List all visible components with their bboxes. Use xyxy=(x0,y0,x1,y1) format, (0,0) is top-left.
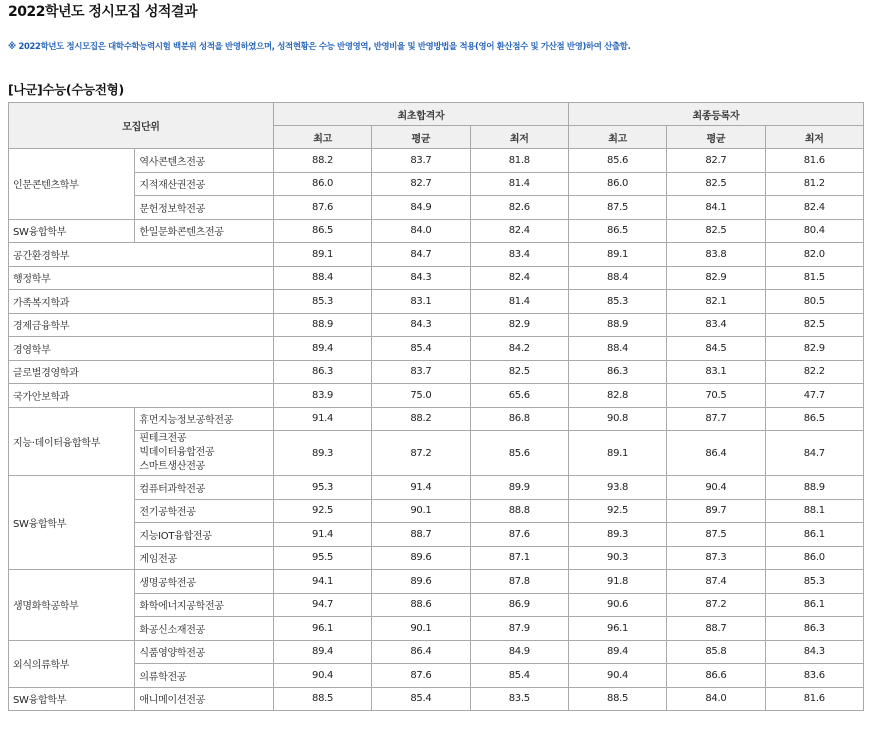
score-cell: 95.5 xyxy=(273,546,371,570)
table-row xyxy=(9,172,864,196)
score-cell: 83.7 xyxy=(372,360,470,384)
score-cell: 86.0 xyxy=(765,546,863,570)
score-cell: 92.5 xyxy=(568,499,666,523)
score-cell: 88.4 xyxy=(568,266,666,290)
score-cell: 83.5 xyxy=(470,687,568,711)
score-cell: 89.6 xyxy=(372,570,470,594)
score-cell: 90.4 xyxy=(667,476,765,500)
initial-pass-header: 최초합격자 xyxy=(273,103,568,126)
score-cell: 85.3 xyxy=(568,290,666,314)
table-row xyxy=(9,523,864,547)
score-cell: 88.9 xyxy=(273,313,371,337)
score-cell: 85.6 xyxy=(568,149,666,173)
score-cell: 82.5 xyxy=(765,313,863,337)
score-cell: 86.4 xyxy=(667,431,765,476)
major-cell: 화학에너지공학전공 xyxy=(135,593,273,617)
score-cell: 88.4 xyxy=(273,266,371,290)
score-cell: 86.5 xyxy=(568,219,666,243)
unit-cell: 경영학부 xyxy=(9,337,274,361)
score-cell: 80.5 xyxy=(765,290,863,314)
score-cell: 87.6 xyxy=(470,523,568,547)
score-cell: 82.4 xyxy=(470,219,568,243)
score-cell: 87.6 xyxy=(372,664,470,688)
unit-cell: 외식의류학부 xyxy=(9,640,135,687)
major-cell: 게임전공 xyxy=(135,546,273,570)
score-cell: 89.9 xyxy=(470,476,568,500)
score-cell: 90.3 xyxy=(568,546,666,570)
table-row xyxy=(9,431,864,476)
unit-cell: 가족복지학과 xyxy=(9,290,274,314)
score-cell: 84.0 xyxy=(667,687,765,711)
unit-cell: 글로벌경영학과 xyxy=(9,360,274,384)
score-cell: 84.3 xyxy=(372,313,470,337)
major-cell: 역사콘텐츠전공 xyxy=(135,149,273,173)
score-cell: 89.1 xyxy=(273,243,371,267)
table-row xyxy=(9,687,864,711)
final-enroll-header: 최종등록자 xyxy=(568,103,863,126)
score-cell: 88.5 xyxy=(273,687,371,711)
major-cell: 생명공학전공 xyxy=(135,570,273,594)
score-cell: 86.4 xyxy=(372,640,470,664)
score-cell: 87.9 xyxy=(470,617,568,641)
major-cell: 휴먼지능정보공학전공 xyxy=(135,407,273,431)
score-cell: 83.6 xyxy=(765,664,863,688)
sub-header-min: 최저 xyxy=(470,126,568,149)
score-cell: 84.3 xyxy=(372,266,470,290)
score-cell: 86.5 xyxy=(273,219,371,243)
sub-header-avg: 평균 xyxy=(667,126,765,149)
table-row xyxy=(9,407,864,431)
major-cell: 지적재산권전공 xyxy=(135,172,273,196)
table-row xyxy=(9,593,864,617)
score-cell: 82.7 xyxy=(372,172,470,196)
score-cell: 89.3 xyxy=(568,523,666,547)
score-cell: 93.8 xyxy=(568,476,666,500)
score-cell: 86.8 xyxy=(470,407,568,431)
score-cell: 83.7 xyxy=(372,149,470,173)
unit-cell: SW융합학부 xyxy=(9,476,135,570)
unit-cell: 행정학부 xyxy=(9,266,274,290)
score-cell: 89.4 xyxy=(273,640,371,664)
score-cell: 81.6 xyxy=(765,149,863,173)
score-cell: 84.7 xyxy=(765,431,863,476)
sub-header-max: 최고 xyxy=(568,126,666,149)
score-cell: 91.8 xyxy=(568,570,666,594)
unit-cell: 공간환경학부 xyxy=(9,243,274,267)
score-cell: 82.9 xyxy=(765,337,863,361)
table-row xyxy=(9,476,864,500)
score-cell: 81.2 xyxy=(765,172,863,196)
major-cell: 전기공학전공 xyxy=(135,499,273,523)
sub-header-avg: 평균 xyxy=(372,126,470,149)
score-cell: 91.4 xyxy=(273,407,371,431)
score-cell: 84.2 xyxy=(470,337,568,361)
score-cell: 90.4 xyxy=(568,664,666,688)
score-cell: 85.4 xyxy=(372,337,470,361)
score-cell: 81.4 xyxy=(470,290,568,314)
table-row xyxy=(9,384,864,408)
score-cell: 89.1 xyxy=(568,431,666,476)
score-cell: 87.8 xyxy=(470,570,568,594)
score-cell: 85.3 xyxy=(765,570,863,594)
score-cell: 88.7 xyxy=(667,617,765,641)
table-row xyxy=(9,570,864,594)
major-cell: 지능IOT융합전공 xyxy=(135,523,273,547)
score-cell: 84.5 xyxy=(667,337,765,361)
score-cell: 88.9 xyxy=(568,313,666,337)
score-cell: 81.6 xyxy=(765,687,863,711)
score-cell: 87.3 xyxy=(667,546,765,570)
table-row xyxy=(9,337,864,361)
score-cell: 85.3 xyxy=(273,290,371,314)
score-cell: 82.0 xyxy=(765,243,863,267)
score-cell: 84.9 xyxy=(372,196,470,220)
score-cell: 84.7 xyxy=(372,243,470,267)
score-cell: 65.6 xyxy=(470,384,568,408)
score-cell: 90.6 xyxy=(568,593,666,617)
score-cell: 88.2 xyxy=(273,149,371,173)
score-cell: 91.4 xyxy=(273,523,371,547)
major-cell: 한일문화콘텐츠전공 xyxy=(135,219,273,243)
score-cell: 86.0 xyxy=(273,172,371,196)
score-cell: 82.2 xyxy=(765,360,863,384)
unit-cell: 생명화학공학부 xyxy=(9,570,135,641)
unit-cell: 국가안보학과 xyxy=(9,384,274,408)
score-cell: 81.5 xyxy=(765,266,863,290)
score-cell: 84.1 xyxy=(667,196,765,220)
table-row xyxy=(9,149,864,173)
score-cell: 83.4 xyxy=(470,243,568,267)
major-cell: 핀테크전공 빅데이터융합전공 스마트생산전공 xyxy=(135,431,273,476)
score-cell: 91.4 xyxy=(372,476,470,500)
score-cell: 84.9 xyxy=(470,640,568,664)
score-cell: 90.1 xyxy=(372,617,470,641)
score-cell: 82.8 xyxy=(568,384,666,408)
score-cell: 83.1 xyxy=(667,360,765,384)
score-cell: 82.9 xyxy=(667,266,765,290)
score-cell: 90.1 xyxy=(372,499,470,523)
score-cell: 92.5 xyxy=(273,499,371,523)
table-row xyxy=(9,196,864,220)
table-row xyxy=(9,664,864,688)
score-cell: 84.3 xyxy=(765,640,863,664)
score-cell: 83.8 xyxy=(667,243,765,267)
score-cell: 90.8 xyxy=(568,407,666,431)
score-cell: 88.7 xyxy=(372,523,470,547)
table-row xyxy=(9,617,864,641)
score-cell: 86.6 xyxy=(667,664,765,688)
sub-header-min: 최저 xyxy=(765,126,863,149)
major-cell: 문헌정보학전공 xyxy=(135,196,273,220)
unit-cell: 인문콘텐츠학부 xyxy=(9,149,135,220)
table-row xyxy=(9,360,864,384)
score-cell: 87.1 xyxy=(470,546,568,570)
score-cell: 94.1 xyxy=(273,570,371,594)
table-row xyxy=(9,499,864,523)
section-title: [나군]수능(수능전형) xyxy=(8,82,124,97)
score-cell: 88.6 xyxy=(372,593,470,617)
score-cell: 86.3 xyxy=(765,617,863,641)
unit-cell: 지능·데이터융합학부 xyxy=(9,407,135,476)
score-cell: 82.1 xyxy=(667,290,765,314)
score-cell: 88.9 xyxy=(765,476,863,500)
score-cell: 70.5 xyxy=(667,384,765,408)
score-cell: 89.6 xyxy=(372,546,470,570)
score-cell: 86.5 xyxy=(765,407,863,431)
table-row xyxy=(9,266,864,290)
unit-cell: SW융합학부 xyxy=(9,687,135,711)
major-cell: 컴퓨터과학전공 xyxy=(135,476,273,500)
score-cell: 89.1 xyxy=(568,243,666,267)
notice-text: ※ 2022학년도 정시모집은 대학수학능력시험 백분위 성적을 반영하였으며, 성적현황은 수능 반영영역, 반영비율 및 반영방법을 적용(영어 환산점수 및 가산점 반영)하여 산출함. xyxy=(8,41,631,51)
score-cell: 87.7 xyxy=(667,407,765,431)
score-cell: 96.1 xyxy=(568,617,666,641)
score-cell: 89.3 xyxy=(273,431,371,476)
score-cell: 82.4 xyxy=(765,196,863,220)
score-cell: 85.4 xyxy=(470,664,568,688)
score-cell: 87.2 xyxy=(667,593,765,617)
major-cell: 의류학전공 xyxy=(135,664,273,688)
score-cell: 83.9 xyxy=(273,384,371,408)
score-cell: 88.4 xyxy=(568,337,666,361)
score-cell: 89.4 xyxy=(568,640,666,664)
table-row xyxy=(9,290,864,314)
score-cell: 83.4 xyxy=(667,313,765,337)
score-cell: 86.3 xyxy=(568,360,666,384)
page-title: 2022학년도 정시모집 성적결과 xyxy=(8,4,197,20)
score-cell: 82.5 xyxy=(667,172,765,196)
score-cell: 88.5 xyxy=(568,687,666,711)
score-cell: 82.7 xyxy=(667,149,765,173)
score-cell: 82.4 xyxy=(470,266,568,290)
sub-header-max: 최고 xyxy=(273,126,371,149)
score-cell: 87.6 xyxy=(273,196,371,220)
score-cell: 94.7 xyxy=(273,593,371,617)
unit-cell: 경제금융학부 xyxy=(9,313,274,337)
score-cell: 85.6 xyxy=(470,431,568,476)
score-cell: 87.5 xyxy=(667,523,765,547)
score-cell: 88.8 xyxy=(470,499,568,523)
score-cell: 82.5 xyxy=(470,360,568,384)
score-cell: 80.4 xyxy=(765,219,863,243)
table-row xyxy=(9,640,864,664)
score-cell: 47.7 xyxy=(765,384,863,408)
score-cell: 88.1 xyxy=(765,499,863,523)
score-cell: 86.1 xyxy=(765,593,863,617)
score-cell: 96.1 xyxy=(273,617,371,641)
score-cell: 82.5 xyxy=(667,219,765,243)
unit-cell: SW융합학부 xyxy=(9,219,135,243)
major-cell: 애니메이션전공 xyxy=(135,687,273,711)
score-cell: 82.9 xyxy=(470,313,568,337)
table-body xyxy=(9,149,864,711)
table-row xyxy=(9,546,864,570)
table-row xyxy=(9,313,864,337)
score-cell: 89.7 xyxy=(667,499,765,523)
score-cell: 85.8 xyxy=(667,640,765,664)
score-cell: 81.8 xyxy=(470,149,568,173)
score-cell: 95.3 xyxy=(273,476,371,500)
unit-header: 모집단위 xyxy=(9,103,274,149)
score-cell: 87.5 xyxy=(568,196,666,220)
score-cell: 90.4 xyxy=(273,664,371,688)
score-cell: 86.1 xyxy=(765,523,863,547)
score-cell: 85.4 xyxy=(372,687,470,711)
major-cell: 식품영양학전공 xyxy=(135,640,273,664)
score-cell: 88.2 xyxy=(372,407,470,431)
score-cell: 87.4 xyxy=(667,570,765,594)
score-cell: 86.9 xyxy=(470,593,568,617)
score-cell: 86.0 xyxy=(568,172,666,196)
score-cell: 89.4 xyxy=(273,337,371,361)
table-header xyxy=(9,103,864,149)
score-table xyxy=(8,102,864,711)
table-row xyxy=(9,219,864,243)
score-cell: 75.0 xyxy=(372,384,470,408)
table-row xyxy=(9,243,864,267)
score-cell: 87.2 xyxy=(372,431,470,476)
score-cell: 81.4 xyxy=(470,172,568,196)
score-cell: 82.6 xyxy=(470,196,568,220)
score-cell: 86.3 xyxy=(273,360,371,384)
major-cell: 화공신소재전공 xyxy=(135,617,273,641)
score-cell: 83.1 xyxy=(372,290,470,314)
score-cell: 84.0 xyxy=(372,219,470,243)
